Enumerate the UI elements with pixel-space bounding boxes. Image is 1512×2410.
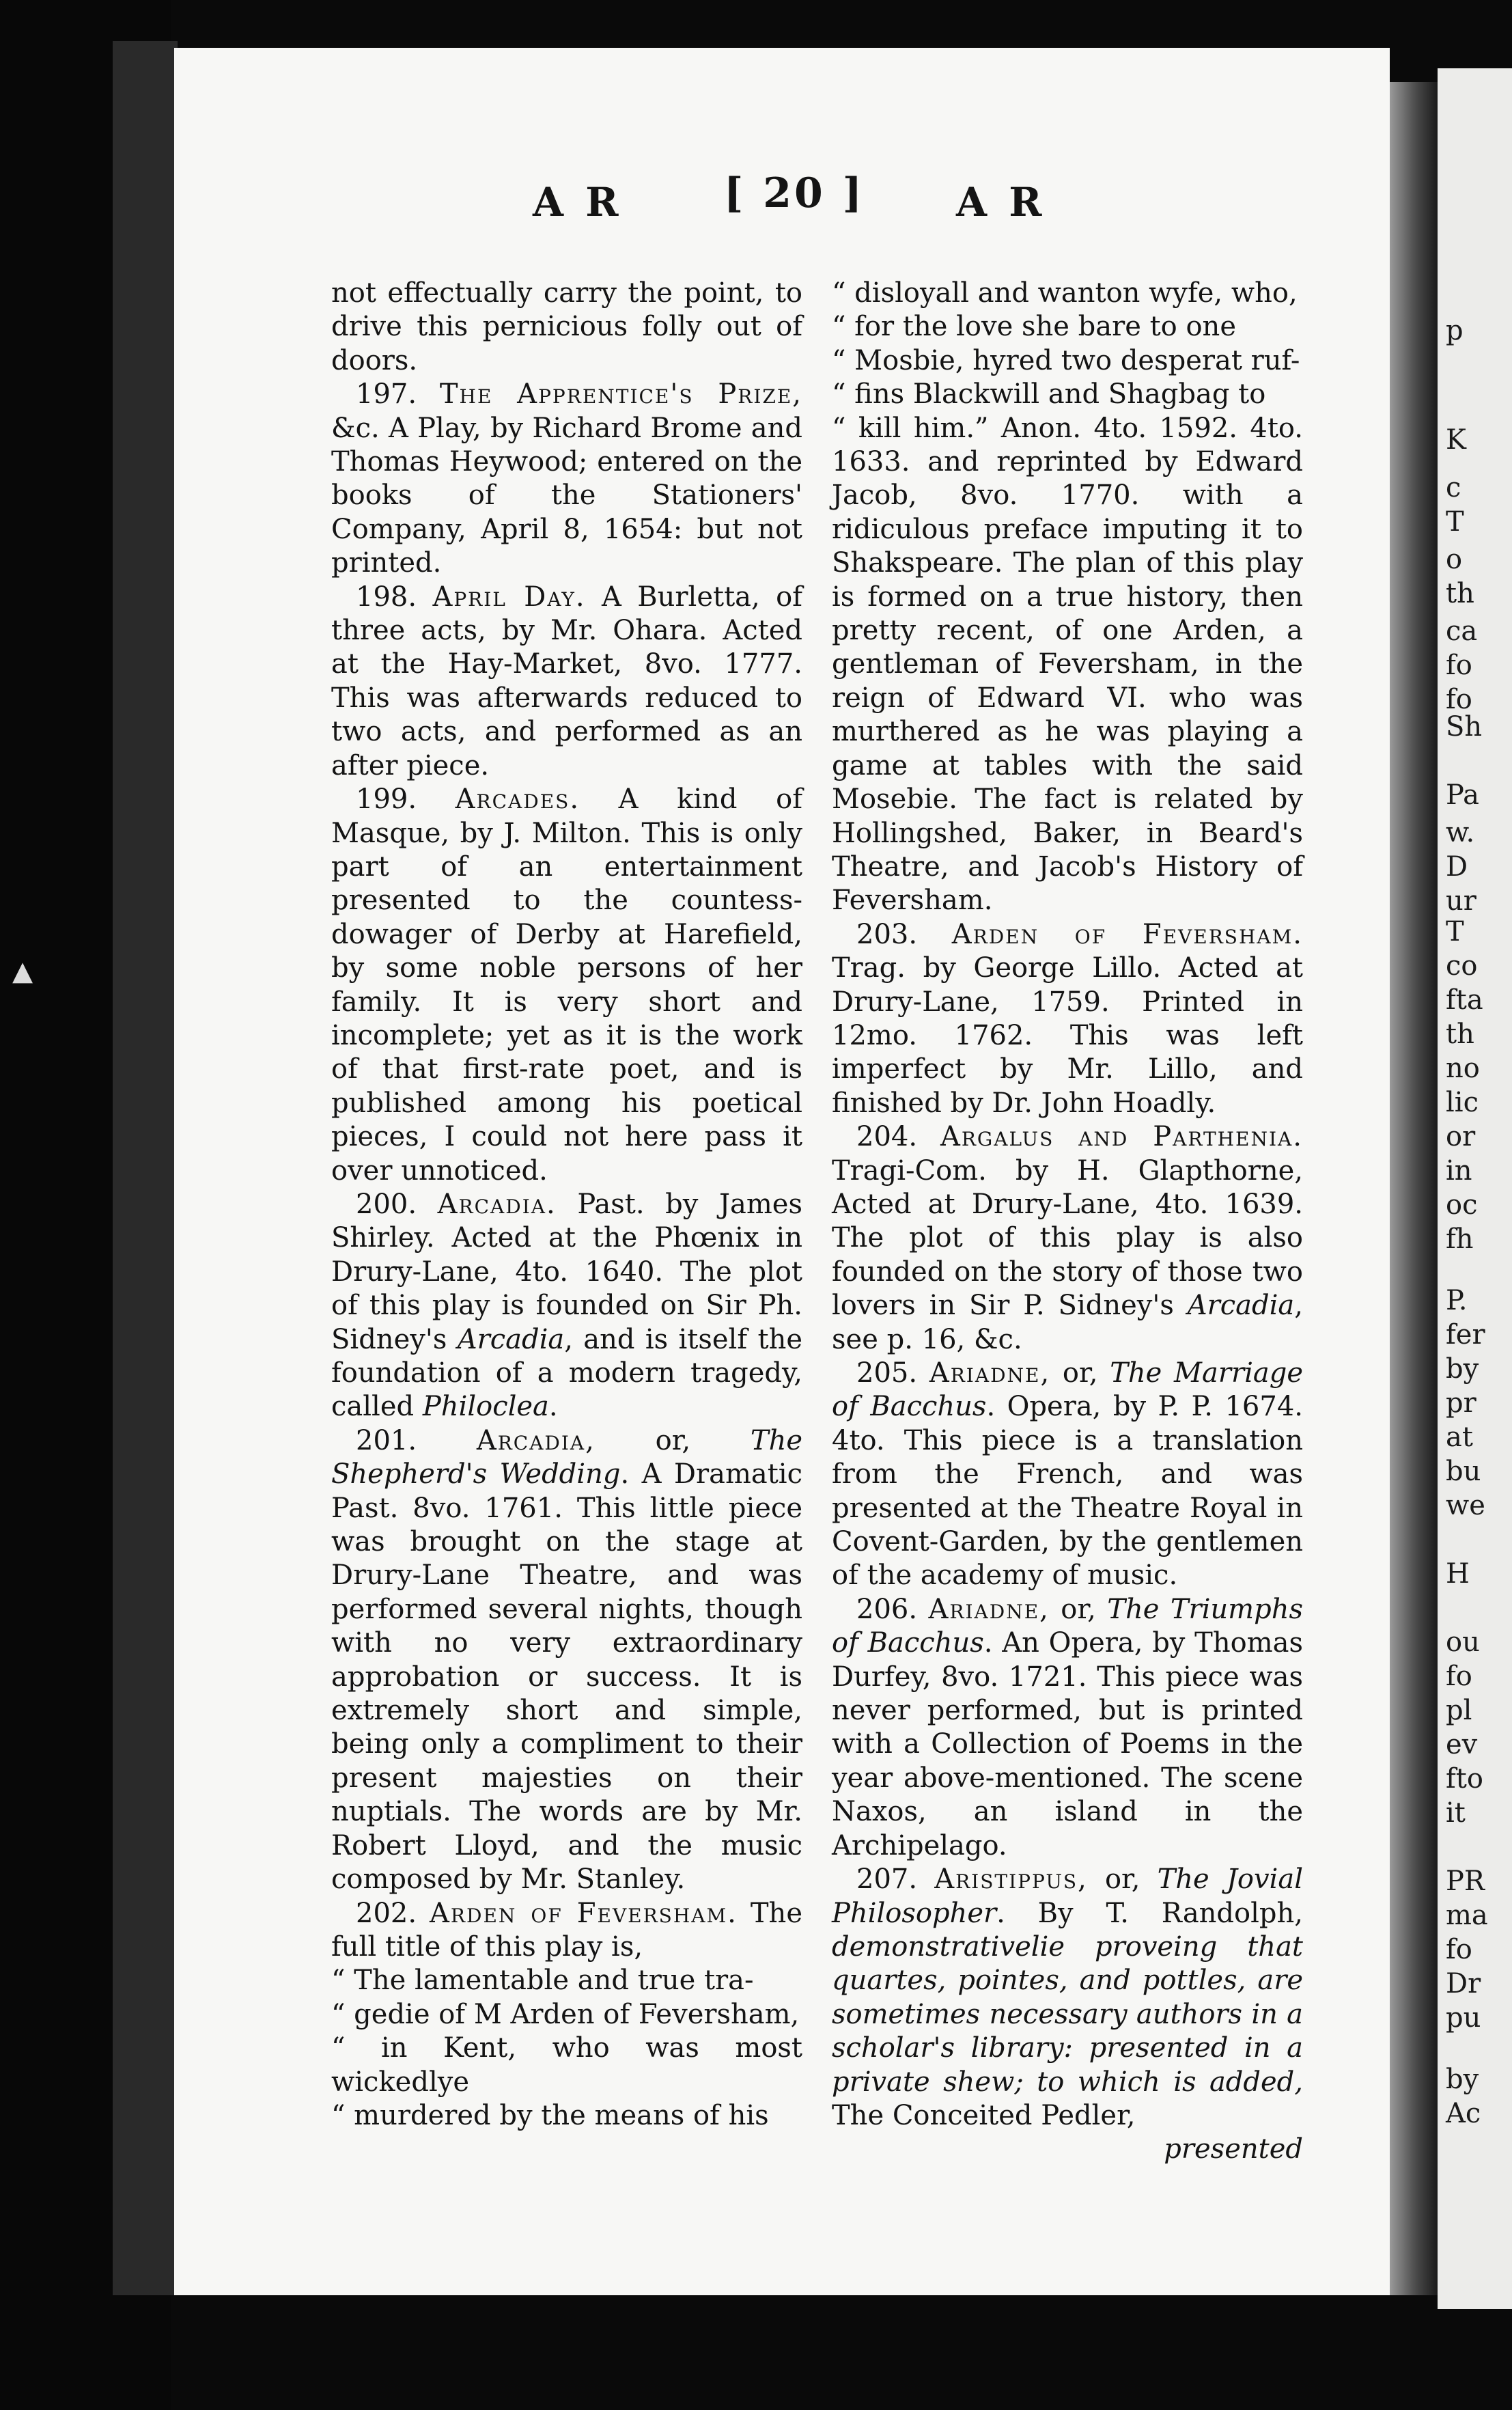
quote-line: “ murdered by the means of his <box>331 2099 769 2131</box>
next-page-text-fragment: ca <box>1446 615 1478 647</box>
quote-line: “ disloyall and wanton wyfe, who, <box>832 277 1298 309</box>
next-page-text-fragment: fo <box>1446 650 1472 681</box>
next-page-text-fragment: no <box>1446 1053 1480 1084</box>
entry-202: 202. Arden of Feversham. The full title of this play is, <box>331 1897 802 1963</box>
next-page-text-fragment: by <box>1446 2064 1479 2095</box>
entry-title: Argalus and Parthenia. <box>940 1121 1303 1153</box>
next-page-text-fragment: fo <box>1446 1661 1472 1692</box>
next-page-text-fragment: in <box>1446 1155 1472 1187</box>
entry-204: 204. Argalus and Parthenia. Tragi-Com. by H. Glapthorne, Acted at Drury-Lane, 4to. 1639. The plot of this play is also founded on the story of those two lovers in Sir P. Sidney's Arcadia, see p. 16, &c. <box>832 1121 1303 1355</box>
next-page-text-fragment: Ac <box>1446 2098 1481 2129</box>
entry-title: Arcadia, <box>476 1424 596 1456</box>
next-page-text-fragment: PR <box>1446 1866 1485 1897</box>
next-page-text-fragment: Dr <box>1446 1968 1481 1999</box>
next-page-fragment <box>1438 68 1512 2309</box>
next-page-text-fragment: pu <box>1446 2002 1481 2034</box>
entry-200: 200. Arcadia. Past. by James Shirley. Acted at the Phœnix in Drury-Lane, 4to. 1640. The plot of this play is founded on Sir Ph. Sidney's Arcadia, and is itself the foundation of a modern tragedy, called Philoclea. <box>331 1188 802 1423</box>
quote-line: “ gedie of M Arden of Feversham, <box>331 1998 800 2030</box>
next-page-text-fragment: it <box>1446 1797 1466 1829</box>
next-page-text-fragment: P. <box>1446 1285 1468 1316</box>
entry-title: Aristippus, <box>934 1864 1088 1896</box>
next-page-text-fragment: bu <box>1446 1456 1481 1487</box>
entry-198: 198. April Day. A Burletta, of three acts, by Mr. Ohara. Acted at the Hay-Market, 8vo. 1777. This was afterwards reduced to two acts, and performed as an after piece. <box>331 581 802 781</box>
book-gutter <box>1390 82 1438 2295</box>
next-page-text-fragment: by <box>1446 1353 1479 1385</box>
entry-title: Arden of Feversham. <box>951 918 1303 950</box>
right-column <box>832 277 1303 2167</box>
entry-title: April Day. <box>432 581 586 613</box>
next-page-text-fragment: pr <box>1446 1387 1476 1419</box>
next-page-text-fragment: we <box>1446 1490 1485 1521</box>
entry-203: 203. Arden of Feversham. Trag. by George Lillo. Acted at Drury-Lane, 1759. Printed in 12mo. 1762. This was left imperfect by Mr. Lillo, and finished by Dr. John Hoadly. <box>832 918 1303 1119</box>
next-page-text-fragment: fto <box>1446 1763 1483 1795</box>
next-page-text-fragment: H <box>1446 1558 1470 1590</box>
next-page-text-fragment: lic <box>1446 1087 1479 1118</box>
running-head-left: A R <box>533 179 623 225</box>
next-page-text-fragment: K <box>1446 424 1466 456</box>
quote-line: “ for the love she bare to one <box>832 311 1236 343</box>
next-page-text-fragment: fer <box>1446 1319 1485 1351</box>
next-page-text-fragment: T <box>1446 506 1464 538</box>
next-page-text-fragment: ev <box>1446 1729 1478 1760</box>
entry-207: 207. Aristippus, or, The Jovial Philosopher. By T. Randolph, demonstrativelie proveing that quartes, pointes, and pottles, are sometimes necessary authors in a scholar's library: presented in a private shew; to which is added, The Conceited Pedler, <box>832 1864 1303 2131</box>
next-page-text-fragment: T <box>1446 916 1464 947</box>
entry-206: 206. Ariadne, or, The Triumphs of Bacchus. An Opera, by Thomas Durfey, 8vo. 1721. This piece was never performed, but is printed with a Collection of Poems in the year above-mentioned. The scene Naxos, an island in the Archipelago. <box>832 1593 1303 1861</box>
entry-196-end: not effectually carry the point, to drive this pernicious folly out of doors. <box>331 277 802 376</box>
entry-title: The Apprentice's Prize, <box>439 378 803 411</box>
next-page-text-fragment: fo <box>1446 1934 1472 1965</box>
entry-title: Arcadia. <box>437 1188 557 1220</box>
running-head-right: A R <box>956 179 1046 225</box>
entry-202-continued: “ kill him.” Anon. 4to. 1592. 4to. 1633. and reprinted by Edward Jacob, 8vo. 1770. with a ridiculous preface imputing it to Shakspeare. The plan of this play is formed on a true history, then pretty recent, of one Arden, a gentleman of Feversham, in the reign of Edward VI. who was murthered as he was playing a game at tables with the said Mosebie. The fact is related by Hollingshed, Baker, in Beard's Theatre, and Jacob's History of Feversham. <box>832 412 1303 917</box>
next-page-text-fragment: th <box>1446 1019 1474 1050</box>
scan-mark: ▴ <box>12 946 33 994</box>
next-page-text-fragment: pl <box>1446 1695 1472 1726</box>
entry-title: Arcades. <box>455 784 580 816</box>
quote-line: “ Mosbie, hyred two desperat ruf- <box>832 344 1300 376</box>
entry-205: 205. Ariadne, or, The Marriage of Bacchus. Opera, by P. P. 1674. 4to. This piece is a translation from the French, and was presented at the Theatre Royal in Covent-Garden, by the gentlemen of the academy of music. <box>832 1357 1304 1592</box>
page-edge <box>113 41 178 2295</box>
entry-201: 201. Arcadia, or, The Shepherd's Wedding. A Dramatic Past. 8vo. 1761. This little piece was brought on the stage at Drury-Lane Theatre, and was performed several nights, though with no very extraordinary approbation or success. It is extremely short and simple, being only a compliment to their present majesties on their nuptials. The words are by Mr. Robert Lloyd, and the music composed by Mr. Stanley. <box>331 1424 803 1896</box>
next-page-text-fragment: Sh <box>1446 711 1483 743</box>
entry-title: Arden of Feversham. <box>430 1897 738 1929</box>
entry-199: 199. Arcades. A kind of Masque, by J. Milton. This is only part of an entertainment presented to the countess-dowager of Derby at Harefield, by some noble persons of her family. It is very short and incomplete; yet as it is the work of that first-rate poet, and is published among his poetical pieces, I could not here pass it over unnoticed. <box>331 784 802 1187</box>
next-page-text-fragment: or <box>1446 1121 1476 1152</box>
next-page-text-fragment: fo <box>1446 684 1472 715</box>
next-page-text-fragment: ou <box>1446 1626 1480 1658</box>
page-number: [ 20 ] <box>724 169 865 217</box>
next-page-text-fragment: Pa <box>1446 779 1479 811</box>
next-page-text-fragment: ma <box>1446 1900 1488 1931</box>
quote-line: “ fins Blackwill and Shagbag to <box>832 378 1266 411</box>
entry-197: 197. The Apprentice's Prize, &c. A Play, by Richard Brome and Thomas Heywood; entered on the books of the Stationers' Company, April 8, 1654: but not printed. <box>331 378 803 579</box>
next-page-text-fragment: p <box>1446 315 1464 346</box>
entry-title: Ariadne, <box>929 1357 1051 1389</box>
next-page-text-fragment: ur <box>1446 885 1476 917</box>
next-page-text-fragment: fh <box>1446 1223 1474 1255</box>
entry-title: Ariadne, <box>928 1593 1050 1625</box>
next-page-text-fragment: at <box>1446 1422 1473 1453</box>
next-page-text-fragment: c <box>1446 472 1461 503</box>
next-page-text-fragment: D <box>1446 851 1468 883</box>
catchword: presented <box>1164 2133 1303 2165</box>
quote-line: “ The lamentable and true tra- <box>331 1965 754 1997</box>
next-page-text-fragment: w. <box>1446 817 1475 848</box>
next-page-text-fragment: co <box>1446 950 1478 982</box>
next-page-text-fragment: o <box>1446 544 1463 575</box>
next-page-text-fragment: oc <box>1446 1189 1478 1221</box>
next-page-text-fragment: th <box>1446 578 1474 609</box>
next-page-text-fragment: fta <box>1446 984 1483 1016</box>
left-column <box>331 277 802 2133</box>
quote-line: “ in Kent, who was most wickedlye <box>331 2032 802 2098</box>
